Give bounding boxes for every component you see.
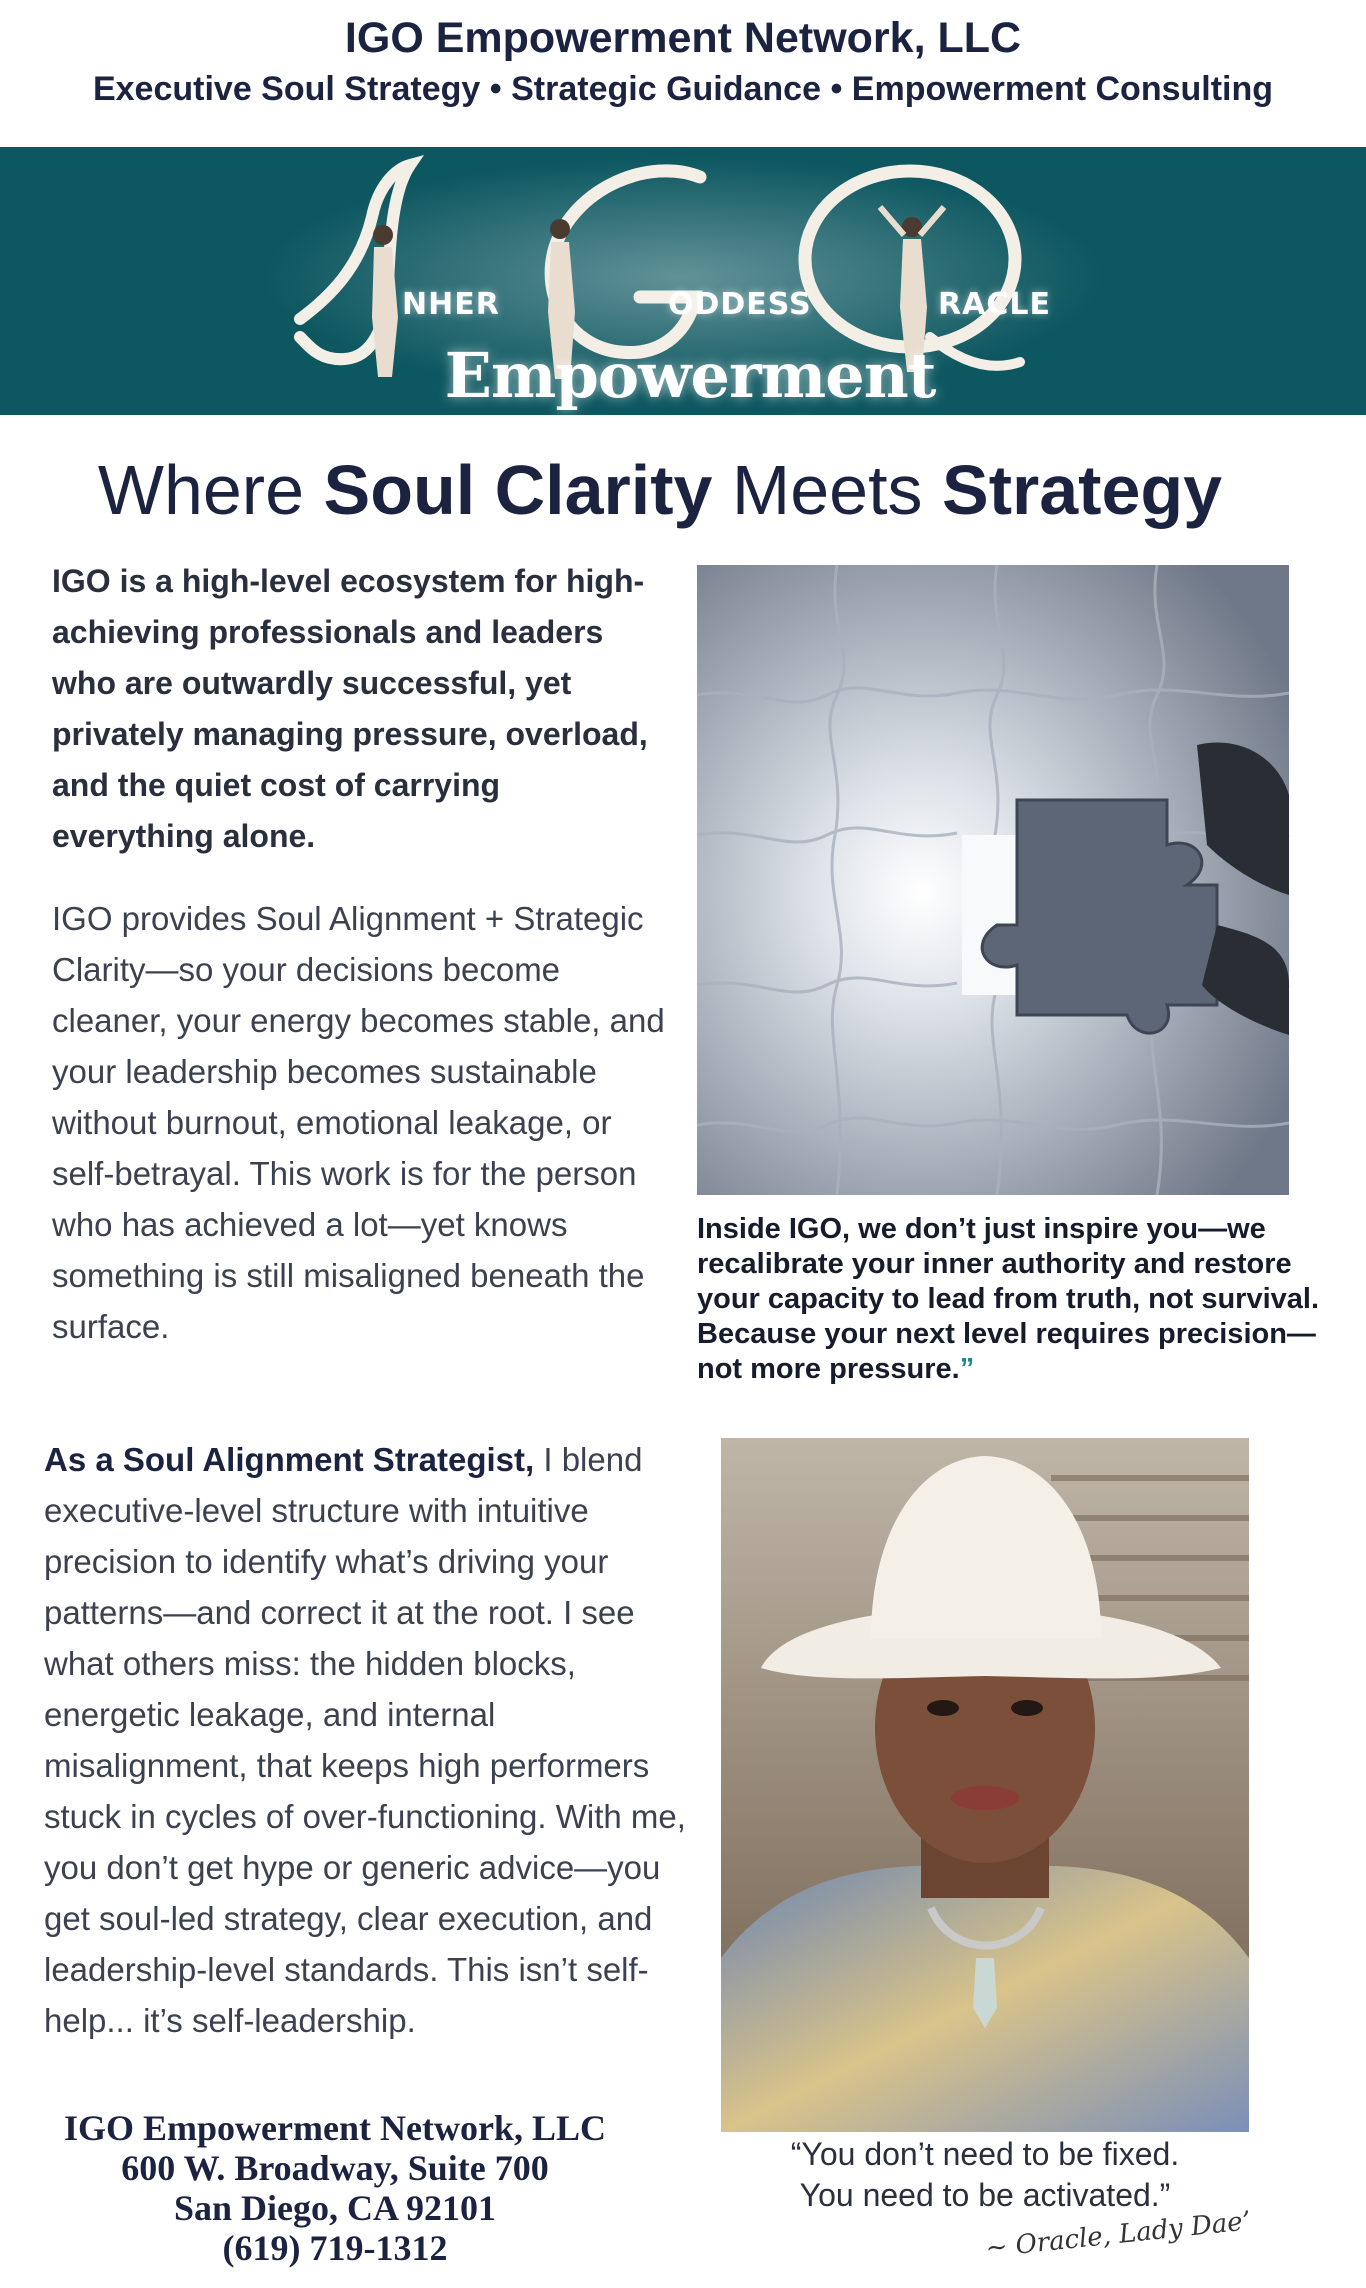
body-paragraph-1: IGO provides Soul Alignment + Strategic Clarity—so your decisions become cleaner, your energy becomes stable, and your leadership becomes sustainable without burnout, emotional leakage, or self-betrayal. This work is for the person who has achieved a lot—yet knows something is still misaligned beneath the surface. [52,900,665,1345]
address-street: 600 W. Broadway, Suite 700 [121,2148,549,2188]
brand-word-oracle: RACLE [938,287,1051,322]
body-paragraph-2 [44,1434,694,2046]
brand-subtitle: Empowerment Network [444,339,936,485]
page-headline [0,450,1320,530]
image-caption [697,1212,1337,1387]
headline-emphasis-2: Strategy [942,451,1223,529]
puzzle-image [697,565,1289,1195]
address-city: San Diego, CA 92101 [173,2188,497,2228]
brand-word-goddess: ODDESS [668,287,812,322]
signature: ~ Oracle, Lady Dae’ [984,2206,1253,2264]
page-header [0,0,1366,145]
caption-closing-mark: ” [959,1353,975,1385]
brand-word-inner: NHER [402,287,500,322]
contact-address [30,2108,640,2268]
company-tagline: Executive Soul Strategy • Strategic Guidance • Empowerment Consulting [92,70,1274,108]
intro-paragraph: IGO is a high-level ecosystem for high-achieving professionals and leaders who are outwardly successful, yet privately managing pressure, overload, and the quiet cost of carrying everything alone. [52,563,648,854]
address-phone: (619) 719-1312 [222,2228,448,2268]
logo-banner [0,147,1366,485]
address-name: IGO Empowerment Network, LLC [64,2108,606,2148]
headline-part-1: Where [97,451,324,529]
company-name: IGO Empowerment Network, LLC [344,14,1022,62]
testimonial-quote [721,2134,1249,2216]
quote-line-1: “You don’t need to be fixed. [790,2136,1180,2172]
headline-part-2: Meets [712,451,942,529]
strategist-text: I blend executive-level structure with intuitive precision to identify what’s driving your patterns—and correct it at the root. I see what others miss: the hidden blocks, energetic leakage, and internal misalignment, that keeps high performers stuck in cycles of over-functioning. With me, you don’t get hype or generic advice—you get soul-led strategy, clear execution, and leadership-level standards. This isn’t self-help... it’s self-leadership. [44,1441,686,2039]
headline-emphasis-1: Soul Clarity [323,451,713,529]
portrait-photo [721,1438,1249,2132]
caption-text: Inside IGO, we don’t just inspire you—we recalibrate your inner authority and restore your capacity to lead from truth, not survival. Because your next level requires precision—not more pressure. [697,1213,1320,1385]
strategist-lead: As a Soul Alignment Strategist, [44,1441,535,1478]
quote-line-2: You need to be activated.” [799,2177,1171,2213]
